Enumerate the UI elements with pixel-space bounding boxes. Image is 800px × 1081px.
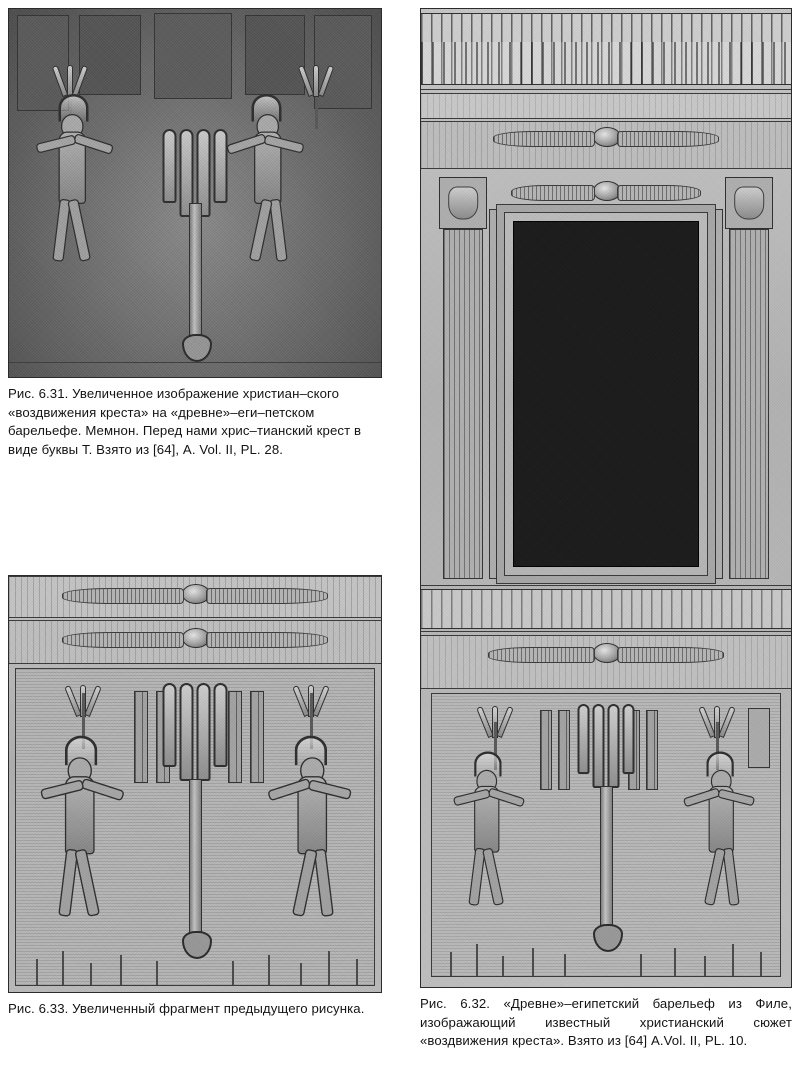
- lotus-stalk-left: [68, 681, 98, 725]
- winged-sun-disc-door: [501, 181, 711, 205]
- ground-line: [9, 362, 381, 363]
- hieroglyph-panel-center: [154, 13, 232, 99]
- djed-shaft: [600, 786, 613, 936]
- lotus-stalk-left: [480, 702, 510, 746]
- hathor-capital-right: [725, 177, 773, 229]
- figure-6-31: [8, 8, 382, 460]
- lotus-stalk-right: [702, 702, 732, 746]
- hieroglyph-panel-inner-left: [79, 15, 141, 95]
- djed-pillar-cross: [140, 129, 250, 359]
- figure-6-31-caption: Рис. 6.31. Увеличенное изображение христиан–ского «воздвижения креста» на «древне»–еги–петском барельефе. Мемнон. Перед нами хрис–тианский крест в виде буквы T. Взято из [64], A. Vol. II, PL. 28.: [8, 386, 362, 458]
- hathor-capital-left: [439, 177, 487, 229]
- figure-6-33-image: [8, 575, 382, 993]
- figure-6-33: [8, 575, 382, 1019]
- djed-loops: [163, 683, 228, 781]
- doorway-dark-opening: [513, 221, 699, 567]
- relief-scene-panel: [15, 668, 375, 986]
- winged-sun-disc-lower: [476, 643, 736, 667]
- temple-column-right: [729, 229, 769, 579]
- lotus-stalk-right: [301, 61, 331, 105]
- djed-pillar-cross: [551, 704, 661, 954]
- reed-ground-decor: [432, 936, 780, 976]
- temple-column-left: [443, 229, 483, 579]
- djed-loops: [163, 129, 228, 203]
- mid-cornice: [421, 589, 791, 629]
- heart-base-ornament: [182, 334, 212, 362]
- figure-6-32-image: [420, 8, 792, 988]
- temple-cornice: [421, 13, 791, 85]
- figure-6-32-caption: Рис. 6.32. «Древне»–египетский барельеф из Филе, изображающий известный христианский сюжет «воздвижения креста». Взято из [64] A.Vol. II, PL. 10.: [420, 996, 792, 1049]
- figure-6-32: [420, 8, 792, 1051]
- djed-shaft: [189, 203, 202, 353]
- winged-sun-disc-lower: [45, 628, 345, 652]
- wall-inscription-right: [715, 209, 723, 579]
- winged-sun-disc-top: [481, 127, 731, 151]
- cartouche-panel: [748, 708, 770, 768]
- djed-shaft: [189, 779, 202, 947]
- djed-loops: [578, 704, 635, 788]
- djed-pillar-cross: [135, 683, 255, 963]
- figure-6-31-image: [8, 8, 382, 378]
- figure-6-33-caption: Рис. 6.33. Увеличенный фрагмент предыдущего рисунка.: [8, 1001, 365, 1016]
- reed-ground-decor: [16, 945, 374, 985]
- lower-relief-panel: [431, 693, 781, 977]
- lotus-stalk-right: [296, 681, 326, 725]
- hieroglyph-panel-inner-right: [245, 15, 305, 95]
- winged-sun-disc-upper: [45, 584, 345, 608]
- architrave-band: [421, 93, 791, 119]
- wall-inscription-left: [489, 209, 497, 579]
